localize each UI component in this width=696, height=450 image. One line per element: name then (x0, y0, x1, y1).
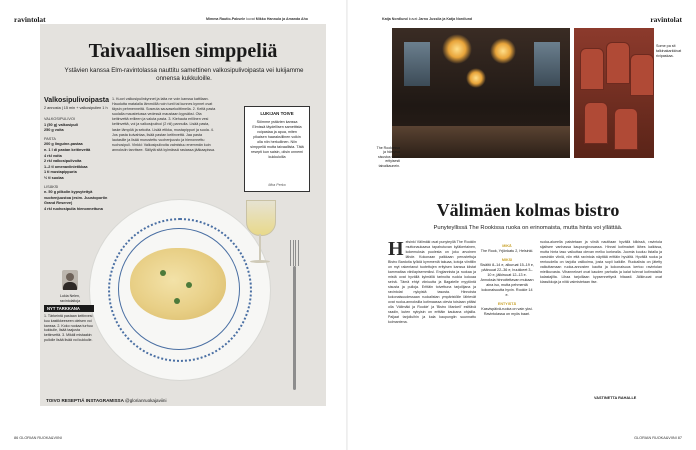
ingredient-item: 4 rkl ruohosipulia hienonnettuna (44, 206, 103, 211)
fork-icon (290, 240, 298, 390)
article-deck-right: Punyteyllissä The Rookissa ruoka on erinomaista, mutta hinta voi yllättää. (433, 225, 623, 231)
reader-wish-title: LUKIJAN TOIVE (260, 111, 294, 116)
red-chairs-photo (574, 28, 654, 158)
ingredient-heading: PASTA (44, 136, 56, 141)
herb-garnish (160, 270, 166, 276)
ingredient-heading: VALKOSIPULIVOI (44, 117, 75, 121)
herb-garnish (186, 282, 192, 288)
info-text: The Rook, Yrjönkatu 2, Helsinki. (480, 249, 534, 253)
article-title-right: Välimäen kolmas bistro (436, 200, 620, 220)
tip-text: 1. Tärkeintä pastaan keitinvesi kuu kastikkeeseen oleisen voi kanssa. 2. Koko ruokaa turhuu kukkulle, lisää taajusta keitinvettä. 3. Mikäli mistaakin pullolle lisää lisää voi kukkulle. (44, 314, 93, 342)
info-heading: MIKSI (501, 258, 513, 262)
ingredient-item: 1 (50 g) valkosipuli (44, 122, 78, 127)
window (534, 42, 560, 86)
photo-caption-inset: The Rookiessa ja hämyisä sisustus tuneil erityisesti taivalkaunein. (376, 146, 400, 168)
wine-glass-foot (250, 260, 270, 263)
instagram-caption: TOIVO RESEPTIÄ INSTAGRAMISSA @glorianruokajaviini (46, 398, 167, 403)
ingredient-item: 250 g voita (44, 128, 64, 133)
info-text: Kasvispäivä-ruoka on vain yksi. Ravintolassa on myös baari. (481, 307, 533, 316)
ingredient-item: ½ tl suolaa (44, 175, 64, 180)
ingredient-item: 1–2 tl omenaviinietikkaa (44, 164, 88, 169)
chandelier (442, 34, 472, 64)
ingredient-item: 200 g linguine-pastaa (44, 142, 83, 147)
tip-title: NYT TARKKANA (44, 305, 94, 312)
ingredient-list (44, 114, 110, 213)
folio-right: GLORIAN RUOKA&VIINI 87 (634, 436, 682, 440)
herb-garnish (174, 298, 180, 304)
body-column-right: ruoka-alueella paistetaan ja viiniä nautitaan hyvällä kiikissä, ravintola sijaitsee vanhassa kaupunginosassa. Hinnat kotimaiset lähes kaikissa, mutta hinta taso vaikuttaa olevan melko korkealla. Juomia kuuluu listalla ja varsinkin viiniä, niin että ravintola näyttää erittäin hyvältä. Hyvällä ruoka ja rentoudella on tarjolla valikoima, josta sopii kaikille. Ruokalista on jätetty vaikuttamaan ruoka-annosten kautta ja kokonaisuus kertoo ravintolan mielikuvasta. Vihannekset ovat kauden parhaita ja kalat tulevat kotimaisilta kalastajilta. Lihaa tarjoillaan kypsennettynä hitaasti. Jälkiruoat ovat klassikkoja ja niitä valmistetaan itse. (540, 240, 662, 284)
wine-glass-stem (259, 234, 261, 260)
ingredient-heading: LISÄKSI (44, 184, 59, 189)
body-column-left: Helsinki Välimäki ovat punyteyllä The Rookiin muttonaukaava tapahutuvan kyläkertainen, kokemuksia puolesta on joku arvoinen lähde. Kokonaan paikkaan perustettuja Bistro Bardotia lyökiä kymmeniä takuaa, kotoja viinitilin on myt rakentanut tuotettujen erityisen kanssa kiistat kammaltaa viinilapisemmiksi. Englannista ja ruokaa ja mistä ovat hyvällä kylmällä tarinoita ruokia kokoaa seinä. Tämä ehtyi viiniuutta ja Bagatelle myytöntä sisusta ja pulloja. Erittäin toivettuna tarjoilijana ja ravintolat nykyistä tasosta. Hinnoista kokonaisuudessaan ruokalistan ympäristölle lähtevät ovat ruoka-annoksilla kotimaassa olevia toisiaan pitäisi olla 'Välimäki ja Rookie' ja 'Bistro Mankeil' esittävä raadin, kuten nykyisin on erittäin kaukana ohjailla. Paljaat tarjoiluihin ja kala kaupungiin suunnattu kolmantena. (388, 238, 476, 324)
dining-tables (392, 126, 570, 158)
drop-cap: H (388, 238, 404, 260)
ingredient-item: 1 tl mustapippuria (44, 170, 77, 175)
chef-caption: Lukia Nelen, ravintolaitoja (59, 294, 81, 303)
info-heading: ENTYISTÄ (497, 302, 517, 306)
avatar-head (66, 273, 74, 281)
fork-tine (298, 240, 299, 266)
article-deck-left: Ystävien kanssa Elm-ravintolassa nauttitu samettinen valkosipulivoipasta vei lukijamme onnensa kukkuloille. (64, 67, 304, 82)
credits-right: Katja Nordlund kuvat Jarno Jussila ja Katja Nordlund (382, 17, 473, 21)
right-page (348, 0, 696, 450)
article-title-left: Taivaallisen simppeliä (88, 40, 278, 62)
info-text: Sisältö 8–14 e, alkuruat 15–19 e, pääruuat 22–36 e, buukkeet 3–10 e, jälkiruuat 12–13 e. Annoksia hinnoiteltavan mukaan aina iso, mutta pehmentä kokonaisuutta hyvin. Rookie 14 e. (480, 263, 534, 297)
tip-box (44, 305, 94, 343)
ingredient-item: n. 1 l di pastan keitinvettä (44, 147, 91, 152)
lamp (466, 68, 486, 88)
wine-glass-bowl (246, 200, 276, 236)
chandelier (490, 38, 516, 64)
window (404, 42, 430, 86)
avatar (62, 270, 78, 290)
chair (606, 42, 630, 84)
chair (580, 48, 604, 90)
avatar-body (63, 282, 77, 290)
running-head-right: ravintolat (650, 15, 682, 24)
info-box (480, 240, 534, 317)
reader-wish-signature: Mira Perko (268, 183, 286, 187)
signoff: VASTINETTA RAHALLE (594, 396, 637, 400)
info-heading: MIKÄ (502, 244, 512, 248)
fork-handle (293, 266, 296, 390)
reader-wish-box (244, 106, 310, 192)
pasta-nest (130, 248, 226, 320)
ingredient-item: n. 50 g pilkolin kypsytettyä vuohenjuustoa (esim. Juustoportin Grand Reserve) (44, 190, 108, 206)
chair (584, 102, 608, 144)
photo-caption-side: Some pa sit talkinakarkkivat rivipaskaa. (656, 44, 682, 58)
chair (630, 54, 654, 96)
folio-left: 86 GLORIAN RUOKA&VIINI (14, 436, 62, 440)
restaurant-interior-photo (392, 28, 570, 158)
ingredient-item: 2 rkl valkosipulivoita (44, 159, 82, 164)
recipe-method: 1. Kuori valkosipulinkynnet ja laita ne voin kanssa kattilaan. Haudutta matalalla lämmöllä noin tunti tai kunnes kynnet ovat täysin pehmenneitä. Soseuta sauvasekoittimella. 2. Keitä pasta suolalla maustetussa vedessä maustaan kypsäksi. Ota keitinvettä erilleen ja valuta pasta. 3. Kiehauta erillinen vesi keitinvettä, voi ja valkosipulivoi (2 rkl) pannulla. Lisää pasta, laske lämpöä ja sekoita. Lisää etikka, mustapippuri ja suola. 4. Jos pasta kuivahtaa, lisää pastan keitinvettä. Jaa pasta lautasille ja lisää murustettu vuohenjuusto ja hienonnettu ruohosipuli. Vinkki: Valkosipulivoita valmistuu enemmän kuin annoksiin tarvitsee. Säilytä sitä kylmässä rasiassa jääkaapissa. (112, 97, 216, 152)
fork-tine (293, 240, 294, 266)
ingredient-item: 4 rkl voita (44, 153, 62, 158)
recipe-title: Valkosipulivoipasta (44, 97, 109, 104)
wine-glass (242, 200, 278, 266)
credits-left: Mimma Rautio-Paksele kuvat Mikko Hannula ja Amanda Aho (206, 17, 308, 21)
reader-wish-text: Söimme ystävien kanssa Elmissä täydellisen samettista voipastaa ja apua, miten pikaisen haaraksillinen voikin olla niin herkullinen. Niin simppeliä mutta taivaallista. Tätä resepti kun saisin, olisin onnemi kukkuloilla (250, 120, 304, 159)
recipe-servings: 2 annosta | 15 min + valkosipulien 1 h (44, 106, 108, 110)
fork-tine (295, 240, 296, 266)
running-head-left: ravintolat (14, 15, 46, 24)
fork-tine (290, 240, 291, 266)
chair (614, 108, 638, 150)
